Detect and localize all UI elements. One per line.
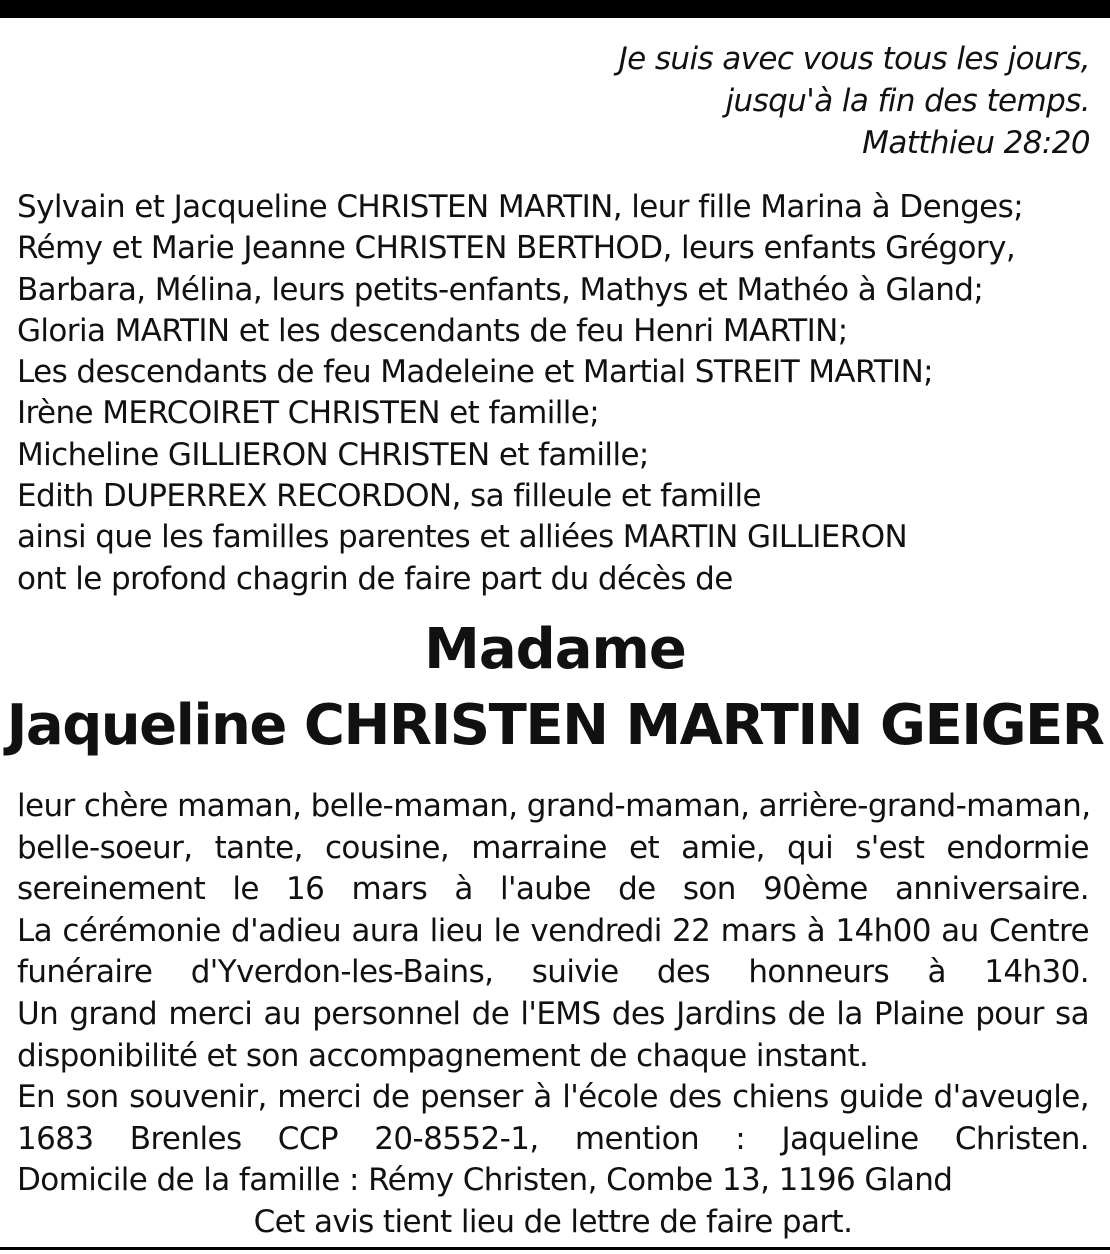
family-line: Gloria MARTIN et les descendants de feu Henri MARTIN; [17,312,848,349]
family-line: Edith DUPERREX RECORDON, sa filleule et famille [17,478,761,515]
body-line: Un grand merci au personnel de l'EMS des Jardins de la Plaine pour sa [17,995,1089,1032]
family-announcement [17,187,1093,600]
family-line: ont le profond chagrin de faire part du décès de [17,560,733,597]
body-line: La cérémonie d'adieu aura lieu le vendredi 22 mars à 14h00 au Centre [17,912,1089,949]
family-line: ainsi que les familles parentes et alliées MARTIN GILLIERON [17,519,908,556]
bottom-rule [0,1247,1110,1250]
quote-line: Je suis avec vous tous les jours, [618,41,1090,77]
body-line: funéraire d'Yverdon-les-Bains, suivie des honneurs à 14h30. [17,954,1089,991]
top-rule [0,0,1110,18]
deceased-heading [0,612,1110,764]
deceased-title: Madame [424,617,686,682]
body-line: Domicile de la famille : Rémy Christen, Combe 13, 1196 Gland [17,1162,953,1199]
family-line: Sylvain et Jacqueline CHRISTEN MARTIN, leur fille Marina à Denges; [17,189,1024,225]
family-line: Les descendants de feu Madeleine et Martial STREIT MARTIN; [17,354,934,391]
family-line: Rémy et Marie Jeanne CHRISTEN BERTHOD, leurs enfants Grégory, [17,230,1016,267]
family-line: Barbara, Mélina, leurs petits-enfants, Mathys et Mathéo à Gland; [17,271,984,308]
body-line: belle-soeur, tante, cousine, marraine et amie, qui s'est endormie [17,829,1089,866]
obituary-body [17,786,1089,1244]
body-line: En son souvenir, merci de penser à l'école des chiens guide d'aveugle, [17,1079,1089,1116]
body-line: disponibilité et son accompagnement de chaque instant. [17,1037,869,1074]
deceased-name: Jaqueline CHRISTEN MARTIN GEIGER [6,693,1104,758]
body-line: sereinement le 16 mars à l'aube de son 90ème anniversaire. [17,871,1089,908]
closing-note: Cet avis tient lieu de lettre de faire part. [253,1203,853,1240]
body-line: leur chère maman, belle-maman, grand-maman, arrière-grand-maman, [17,788,1091,824]
body-line: 1683 Brenles CCP 20-8552-1, mention : Jaqueline Christen. [17,1120,1089,1157]
family-line: Micheline GILLIERON CHRISTEN et famille; [17,436,649,473]
epigraph-quote [390,38,1090,164]
quote-line: jusqu'à la fin des temps. [725,83,1090,119]
family-line: Irène MERCOIRET CHRISTEN et famille; [17,395,600,432]
quote-reference: Matthieu 28:20 [862,125,1090,161]
